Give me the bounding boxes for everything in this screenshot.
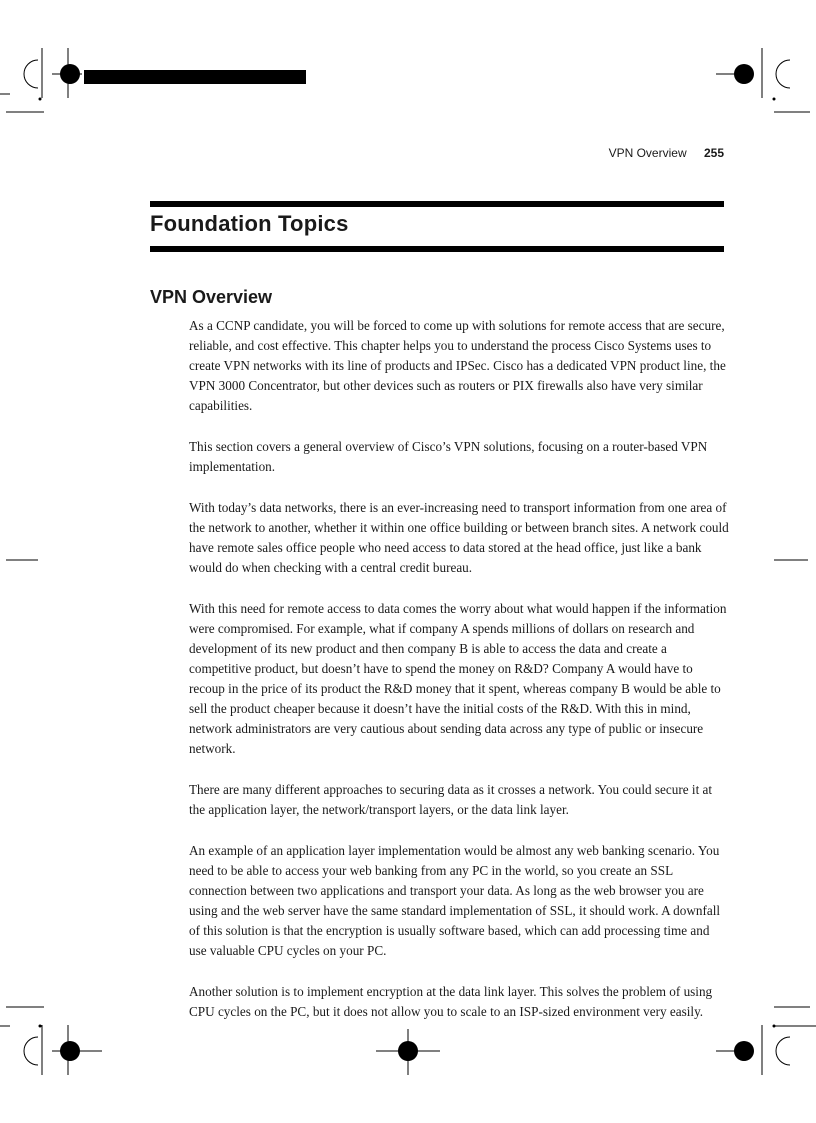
paragraph: Another solution is to implement encryption at the data link layer. This solves the problem of using CPU cycles on the PC, but it does not allow you to scale to an ISP-sized environment very easily.	[189, 984, 713, 1019]
body-text	[189, 316, 729, 1043]
paragraph: There are many different approaches to securing data as it crosses a network. You could secure it at the application layer, the network/transport layers, or the data link layer.	[189, 782, 713, 817]
page-number: 255	[703, 146, 724, 160]
paragraph: As a CCNP candidate, you will be forced to come up with solutions for remote access that are secure, reliable, and cost effective. This chapter helps you to understand the process Cisco Systems uses to create VPN networks with its line of products and IPSec. Cisco has a dedicated VPN product line, the VPN 3000 Concentrator, but other devices such as routers or PIX firewalls also have very similar capabilities.	[189, 318, 726, 413]
paragraph: With today’s data networks, there is an ever-increasing need to transport information from one area of the network to another, whether it within one office building or between branch sites. A network could have remote sales office people who need access to data stored at the head office, just like a bank would do when checking with a central credit bureau.	[189, 500, 729, 575]
running-head	[609, 146, 724, 160]
paragraph: An example of an application layer implementation would be almost any web banking scenario. You need to be able to access your web banking from any PC in the world, so you create an SSL connection between two applications and transport your data. As long as the web browser you are using and the web server have the same standard implementation of SSL, it should work. A downfall of this solution is that the encryption is usually software based, which can add processing time and use valuable CPU cycles on your PC.	[189, 843, 721, 958]
running-head-title: VPN Overview	[608, 146, 687, 160]
paragraph: This section covers a general overview of Cisco’s VPN solutions, focusing on a router-based VPN implementation.	[189, 439, 708, 474]
heading-top-rule	[150, 201, 724, 207]
paragraph: With this need for remote access to data comes the worry about what would happen if the information were compromised. For example, what if company A spends millions of dollars on research and development of its new product and then company B is able to access the data and create a competitive product, but doesn’t have to spend the money on R&D? Company A would have to recoup in the price of its product the R&D money that it spent, whereas company B would be able to sell the product cheaper because it doesn’t have the initial costs of the R&D. With this in mind, network administrators are very cautious about sending data across any type of public or insecure network.	[189, 601, 727, 756]
heading-bottom-rule	[150, 246, 724, 252]
main-heading: Foundation Topics	[150, 211, 349, 236]
section-heading: VPN Overview	[150, 287, 273, 307]
